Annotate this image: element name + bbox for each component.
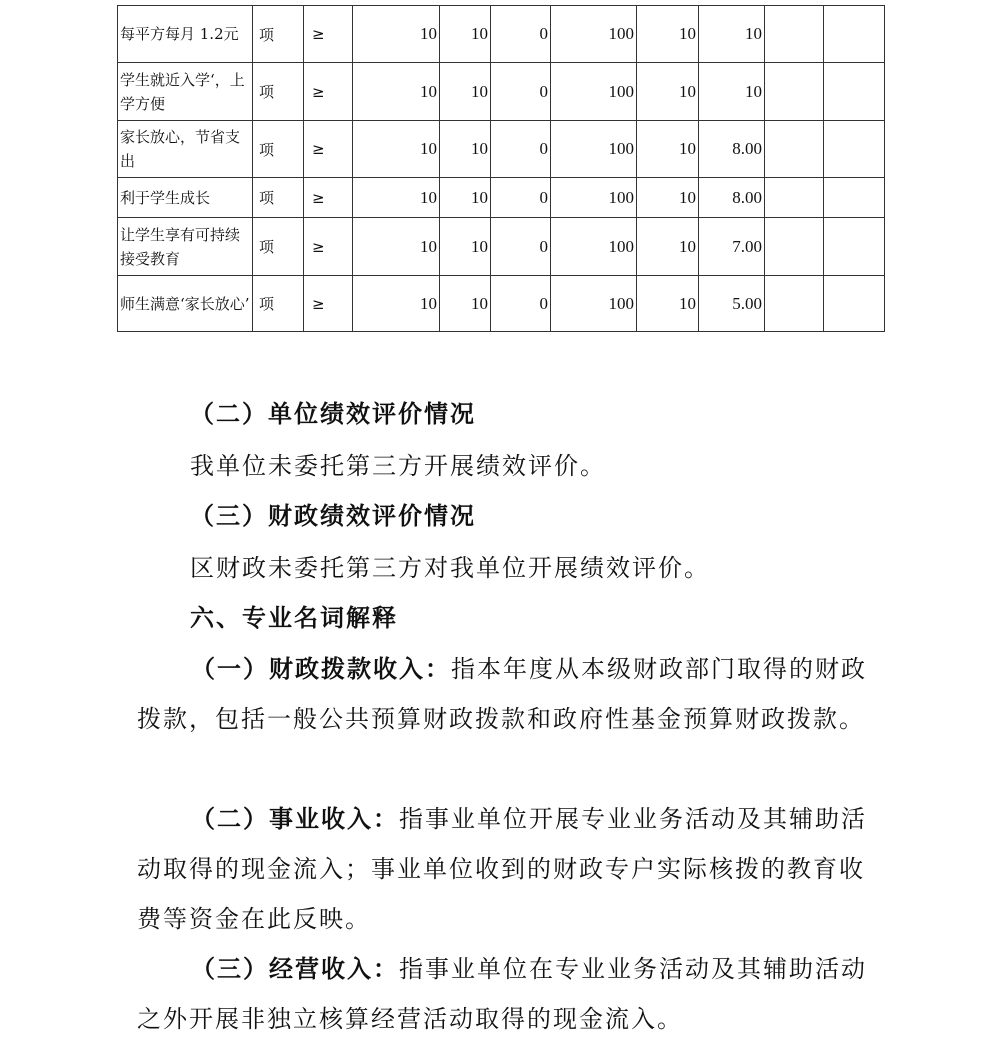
value-cell: 10 — [699, 6, 765, 63]
value-cell: 100 — [551, 178, 637, 218]
value-cell: 10 — [637, 63, 699, 121]
value-cell: 0 — [491, 63, 551, 121]
unit-cell: 项 — [253, 276, 304, 332]
section-heading-unit-evaluation: （二）单位绩效评价情况 — [190, 399, 476, 428]
unit-cell: 项 — [253, 178, 304, 218]
value-cell: 10 — [637, 218, 699, 276]
operator-cell: ≥ — [304, 276, 353, 332]
value-cell: 10 — [440, 121, 491, 178]
glossary-term: （三）经营收入： — [191, 954, 399, 983]
glossary-item-business-income — [137, 794, 879, 944]
value-cell: 0 — [491, 276, 551, 332]
value-cell: 10 — [353, 121, 440, 178]
value-cell: 10 — [699, 63, 765, 121]
glossary-definition: 指本年度从本级财政部门取得的财政拨款，包括一般公共预算财政拨款和政府性基金预算财政拨款。 — [137, 655, 867, 733]
empty-cell — [824, 178, 885, 218]
empty-cell — [765, 63, 824, 121]
value-cell: 5.00 — [699, 276, 765, 332]
value-cell: 100 — [551, 276, 637, 332]
value-cell: 8.00 — [699, 121, 765, 178]
empty-cell — [824, 121, 885, 178]
value-cell: 8.00 — [699, 178, 765, 218]
table-row — [118, 121, 885, 178]
table-row — [118, 63, 885, 121]
empty-cell — [824, 63, 885, 121]
value-cell: 10 — [353, 276, 440, 332]
value-cell: 10 — [440, 218, 491, 276]
performance-indicator-table — [117, 5, 885, 332]
empty-cell — [824, 6, 885, 63]
value-cell: 7.00 — [699, 218, 765, 276]
glossary-item-fiscal-appropriation — [137, 644, 879, 744]
indicator-name-cell: 让学生享有可持续接受教育 — [118, 218, 253, 276]
operator-cell: ≥ — [304, 121, 353, 178]
value-cell: 10 — [637, 178, 699, 218]
indicator-name-cell: 家长放心，节省支出 — [118, 121, 253, 178]
table-row — [118, 6, 885, 63]
value-cell: 10 — [440, 276, 491, 332]
operator-cell: ≥ — [304, 6, 353, 63]
value-cell: 0 — [491, 178, 551, 218]
value-cell: 100 — [551, 63, 637, 121]
unit-evaluation-text: 我单位未委托第三方开展绩效评价。 — [190, 452, 606, 480]
operator-cell: ≥ — [304, 63, 353, 121]
glossary-term: （一）财政拨款收入： — [191, 654, 451, 683]
value-cell: 100 — [551, 218, 637, 276]
section-heading-glossary: 六、专业名词解释 — [190, 603, 398, 632]
empty-cell — [765, 276, 824, 332]
value-cell: 10 — [353, 178, 440, 218]
table-row — [118, 276, 885, 332]
empty-cell — [765, 178, 824, 218]
value-cell: 10 — [440, 178, 491, 218]
value-cell: 10 — [353, 63, 440, 121]
empty-cell — [765, 121, 824, 178]
value-cell: 10 — [637, 121, 699, 178]
value-cell: 10 — [637, 6, 699, 63]
unit-cell: 项 — [253, 6, 304, 63]
indicator-name-cell: 利于学生成长 — [118, 178, 253, 218]
indicator-name-cell: 每平方每月 1.2元 — [118, 6, 253, 63]
operator-cell: ≥ — [304, 178, 353, 218]
value-cell: 10 — [353, 6, 440, 63]
value-cell: 100 — [551, 121, 637, 178]
value-cell: 0 — [491, 218, 551, 276]
unit-cell: 项 — [253, 121, 304, 178]
empty-cell — [765, 218, 824, 276]
value-cell: 10 — [637, 276, 699, 332]
finance-evaluation-text: 区财政未委托第三方对我单位开展绩效评价。 — [190, 554, 710, 582]
value-cell: 0 — [491, 121, 551, 178]
value-cell: 10 — [440, 63, 491, 121]
empty-cell — [824, 276, 885, 332]
value-cell: 10 — [440, 6, 491, 63]
glossary-term: （二）事业收入： — [191, 804, 399, 833]
table-row — [118, 178, 885, 218]
indicator-name-cell: 师生满意‘家长放心’ — [118, 276, 253, 332]
empty-cell — [765, 6, 824, 63]
operator-cell: ≥ — [304, 218, 353, 276]
indicator-name-cell: 学生就近入学‘，上学方便 — [118, 63, 253, 121]
glossary-definition: 指事业单位开展专业业务活动及其辅助活动取得的现金流入；事业单位收到的财政专户实际核拨的教育收费等资金在此反映。 — [137, 805, 867, 933]
glossary-item-operating-income — [137, 944, 879, 1044]
unit-cell: 项 — [253, 218, 304, 276]
unit-cell: 项 — [253, 63, 304, 121]
glossary-definition: 指事业单位在专业业务活动及其辅助活动之外开展非独立核算经营活动取得的现金流入。 — [137, 955, 867, 1033]
empty-cell — [824, 218, 885, 276]
value-cell: 0 — [491, 6, 551, 63]
value-cell: 100 — [551, 6, 637, 63]
table-row — [118, 218, 885, 276]
value-cell: 10 — [353, 218, 440, 276]
section-heading-finance-evaluation: （三）财政绩效评价情况 — [190, 501, 476, 530]
